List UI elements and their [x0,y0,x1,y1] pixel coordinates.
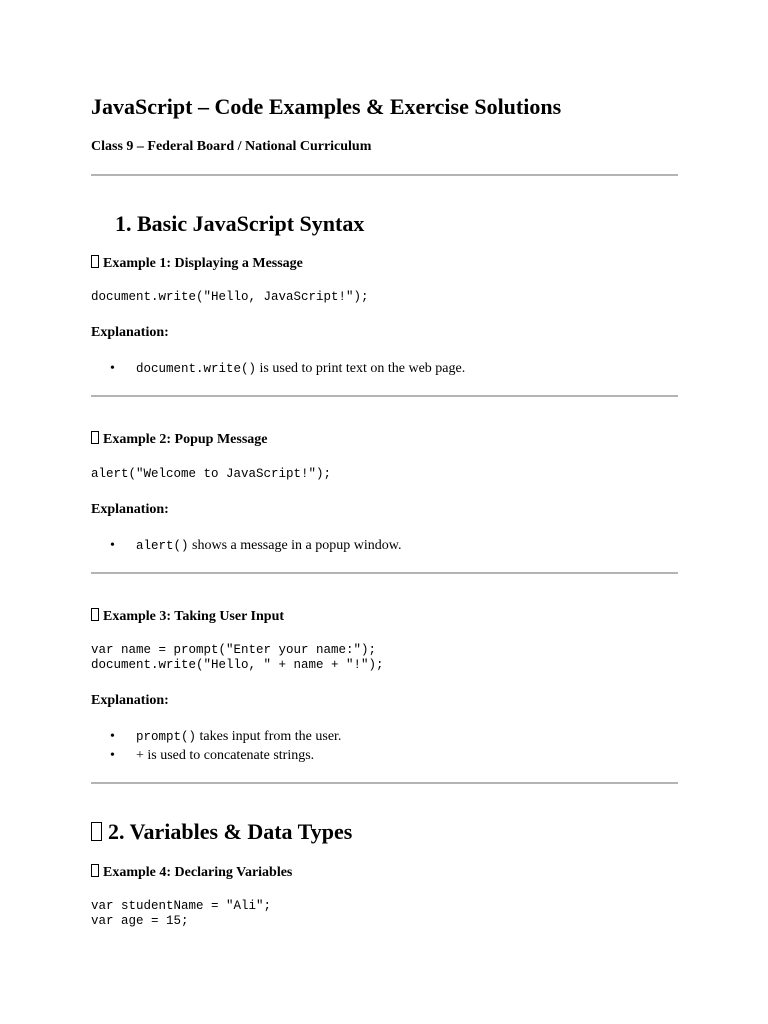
document-title: JavaScript – Code Examples & Exercise Solutions [91,94,562,119]
example-3-explanation-label: Explanation: [91,693,169,708]
bullet-dot: • [110,729,115,744]
example-1-explanation-label: Explanation: [91,325,169,340]
example-2-explanation-label: Explanation: [91,502,169,517]
divider [91,395,678,397]
bullet-dot: • [110,361,115,376]
divider [91,174,678,176]
divider [91,572,678,574]
missing-glyph-icon [91,255,99,268]
example-2-code: alert("Welcome to JavaScript!"); [91,467,332,481]
example-3-code: var name = prompt("Enter your name:"); document.write("Hello, " + name + "!"); [91,643,384,672]
example-1-title: Example 1: Displaying a Message [103,256,303,271]
missing-glyph-icon [91,431,99,444]
missing-glyph-icon [91,864,99,877]
example-1-code: document.write("Hello, JavaScript!"); [91,290,369,304]
bullet-text: + is used to concatenate strings. [136,748,315,763]
inline-code: alert() [136,539,189,553]
bullet-text: is used to print text on the web page. [256,361,466,376]
missing-glyph-icon [91,822,102,841]
missing-glyph-icon [91,608,99,621]
example-4-code: var studentName = "Ali"; var age = 15; [91,899,272,928]
section-heading-basic-syntax: 1. Basic JavaScript Syntax [115,211,365,236]
bullet-text: shows a message in a popup window. [188,538,402,553]
divider [91,782,678,784]
example-4-title: Example 4: Declaring Variables [103,865,293,880]
example-4-heading [91,864,292,882]
inline-code: prompt() [136,730,197,744]
example-3-heading [91,608,284,626]
example-1-heading [91,255,303,273]
example-3-title: Example 3: Taking User Input [103,609,285,624]
bullet-dot: • [110,538,115,553]
document-subtitle: Class 9 – Federal Board / National Curriculum [91,139,372,154]
section-heading-variables: 2. Variables & Data Types [91,819,352,845]
example-2-heading [91,431,268,449]
inline-code: document.write() [136,362,257,376]
example-2-title: Example 2: Popup Message [103,432,268,447]
bullet-dot: • [110,748,115,763]
bullet-text: takes input from the user. [196,729,342,744]
